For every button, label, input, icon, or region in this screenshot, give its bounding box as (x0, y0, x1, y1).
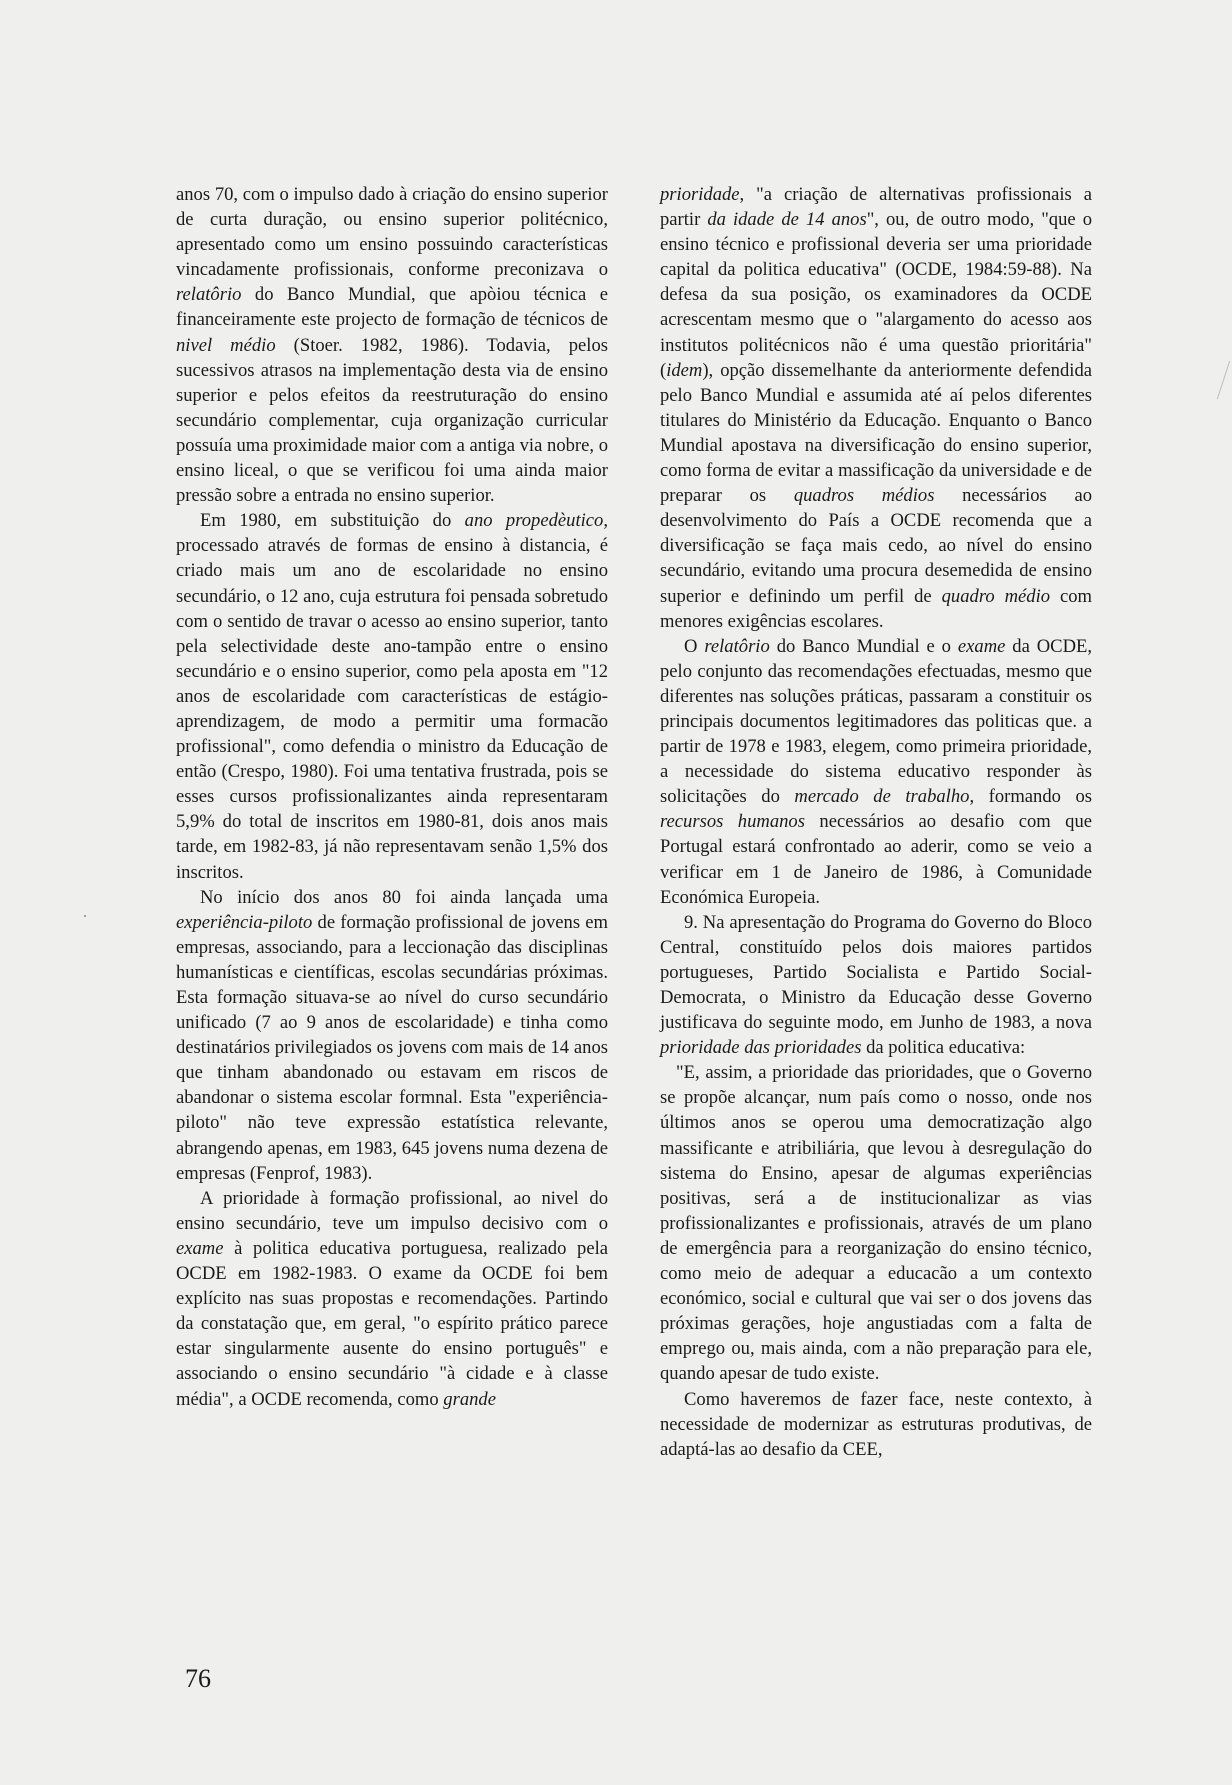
italic-text: relatôrio (176, 284, 242, 306)
text-run: da politica educativa: (861, 1037, 1026, 1059)
text-run: A prioridade à formação profissional, ao nivel do ensino secundário, teve um impulso decisivo com o (176, 1187, 608, 1234)
italic-text: nivel médio (176, 334, 276, 356)
scan-speck (84, 915, 86, 917)
paragraph (176, 182, 608, 508)
right-column (660, 182, 1092, 1462)
text-run: Como haveremos de fazer face, neste contexto, à necessidade de modernizar as estruturas produtivas, de adaptá-las ao desafio da CEE, (660, 1388, 1092, 1460)
paragraph (176, 1186, 608, 1412)
italic-text: recursos humanos (660, 811, 805, 833)
paragraph (176, 885, 608, 1186)
italic-text: quadros médios (793, 485, 935, 507)
paragraph (660, 910, 1092, 1061)
text-run: O (684, 635, 705, 657)
text-run: do Banco Mundial e o (769, 635, 958, 657)
text-run: do Banco Mundial, que apòiou técnica e financeiramente este projecto de formação de técnicos de (176, 284, 608, 331)
text-run: No início dos anos 80 foi ainda lançada uma (200, 886, 608, 908)
quote-paragraph (660, 1060, 1092, 1386)
left-column (176, 182, 608, 1412)
italic-text: da idade de 14 anos (707, 209, 867, 231)
text-run: à politica educativa portuguesa, realizado pela OCDE em 1982-1983. O exame da OCDE foi bem explícito nas suas propostas e recomendações. Partindo da constatação que, em geral, "o espírito prático parece estar singularmente ausente do ensino português" e associando o ensino secundário "à cidade e à classe média", a OCDE recomenda, como (176, 1237, 608, 1410)
text-run: (Stoer. 1982, 1986). Todavia, pelos sucessivos atrasos na implementação desta via de ensino superior e pelos efeitos da reestruturação do ensino secundário complementar, cuja organização curricular possuía uma proximidade maior com a antiga via nobre, o ensino liceal, o que se verificou foi uma ainda maior pressão sobre a entrada no ensino superior. (176, 334, 608, 507)
paragraph (660, 634, 1092, 910)
paragraph (660, 182, 1092, 634)
text-run: , processado através de formas de ensino à distancia, é criado mais um ano de escolaridade no ensino secundário, o 12 ano, cuja estrutura foi pensada sobretudo com o sentido de travar o acesso ao ensino superior, tanto pela selectividade deste ano-tampão entre o ensino secundário e o ensino superior, como pela aposta em "12 anos de escolaridade com características de estágio-aprendizagem, de modo a permitir uma formacão profissional", como defendia o ministro da Educação de então (Crespo, 1980). Foi uma tentativa frustrada, pois se esses cursos profissionalizantes ainda representaram 5,9% do total de inscritos em 1980-81, dois anos mais tarde, em 1982-83, já não representavam senão 1,5% dos inscritos. (176, 510, 608, 883)
text-run: de formação profissional de jovens em empresas, associando, para a leccionação das disciplinas humanísticas e científicas, escolas secundárias próximas. Esta formação situava-se ao nível do curso secundário unificado (7 ao 9 anos de escolaridade) e tinha como destinatários privilegiados os jovens com mais de 14 anos que tinham abandonado ou estavam em riscos de abandonar o sistema escolar formnal. Esta "experiência-piloto" não teve expressão estatística relevante, abrangendo apenas, em 1983, 645 jovens numa dezena de empresas (Fenprof, 1983). (176, 911, 608, 1184)
text-run: anos 70, com o impulso dado à criação do ensino superior de curta duração, ou ensino superior politécnico, apresentado como um ensino possuindo características vincadamente profissionais, conforme preconizava o (176, 184, 608, 281)
italic-text: ano propedèutico (464, 510, 604, 532)
text-run: necessários ao desafio com que Portugal estará confrontado ao aderir, como se veio a verificar em 1 de Janeiro de 1986, à Comunidade Económica Europeia. (660, 811, 1093, 908)
paragraph (176, 508, 608, 884)
text-run: Em 1980, em substituição do (200, 510, 465, 532)
italic-text: prioridade das prioridades (660, 1037, 862, 1059)
italic-text: prioridade (660, 184, 740, 205)
text-run: 9. Na apresentação do Programa do Governo do Bloco Central, constituído pelos dois maiores partidos portugueses, Partido Socialista e Partido Social-Democrata, o Ministro da Educação desse Governo justificava do seguinte modo, em Junho de 1983, a nova (660, 911, 1092, 1034)
text-run: da OCDE, pelo conjunto das recomendações efectuadas, mesmo que diferentes nas soluções práticas, passaram a constituir os principais documentos legitimadores das politicas que. a partir de 1978 e 1983, elegem, como primeira prioridade, a necessidade do sistema educativo responder às solicitações do (660, 635, 1093, 808)
italic-text: quadro médio (941, 585, 1051, 607)
italic-text: exame (957, 635, 1006, 657)
paragraph (660, 1387, 1092, 1462)
italic-text: idem (666, 359, 703, 381)
text-run: necessários ao desenvolvimento do País a OCDE recomenda que a diversificação se faça mais cedo, ao nível do ensino secundário, evitando uma procura desemedida de ensino superior e definindo um perfil de (660, 485, 1092, 607)
text-run: , formando os (969, 786, 1092, 808)
text-run: com menores exigências escolares. (660, 585, 1092, 632)
text-run: ), opção dissemelhante da anteriormente defendida pelo Banco Mundial e assumida até aí pelos diferentes titulares do Ministério da Educação. Enquanto o Banco Mundial apostava na diversificação do ensino superior, como forma de evitar a massificação da universidade e de preparar os (660, 359, 1092, 507)
italic-text: mercado de trabalho (794, 786, 970, 808)
italic-text: exame (176, 1237, 224, 1259)
text-run: "E, assim, a prioridade das prioridades, que o Governo se propõe alcançar, num país como o nosso, onde nos últimos anos se operou uma democratização algo massificante e atribiliária, que levou à desregulação do sistema do Ensino, apesar de algumas experiências positivas, será a de institucionalizar as vias profissionalizantes e profissionais, através de um plano de emergência para a reorganização do ensino técnico, como meio de adequar a educacão a um contexto económico, social e cultural que vai ser o dos jovens das próximas gerações, hoje angustiadas com a falta de emprego ou, mais ainda, com a não preparação para ele, quando apesar de tudo existe. (660, 1062, 1092, 1385)
scan-edge-mark (1217, 361, 1230, 399)
italic-text: relatôrio (704, 635, 770, 657)
text-run: ", ou, de outro modo, "que o ensino técnico e profissional deveria ser uma prioridade capital da politica educativa" (OCDE, 1984:59-88). Na defesa da sua posição, os examinadores da OCDE acrescentam mesmo que o "alargamento do acesso aos institutos politécnicos não é uma questão prioritária" ( (660, 209, 1093, 381)
page-number: 76 (185, 1664, 211, 1693)
italic-text: grande (443, 1388, 496, 1410)
text-run: , "a criação de alternativas profissionais a partir (660, 184, 1092, 231)
italic-text: experiência-piloto (176, 911, 313, 933)
